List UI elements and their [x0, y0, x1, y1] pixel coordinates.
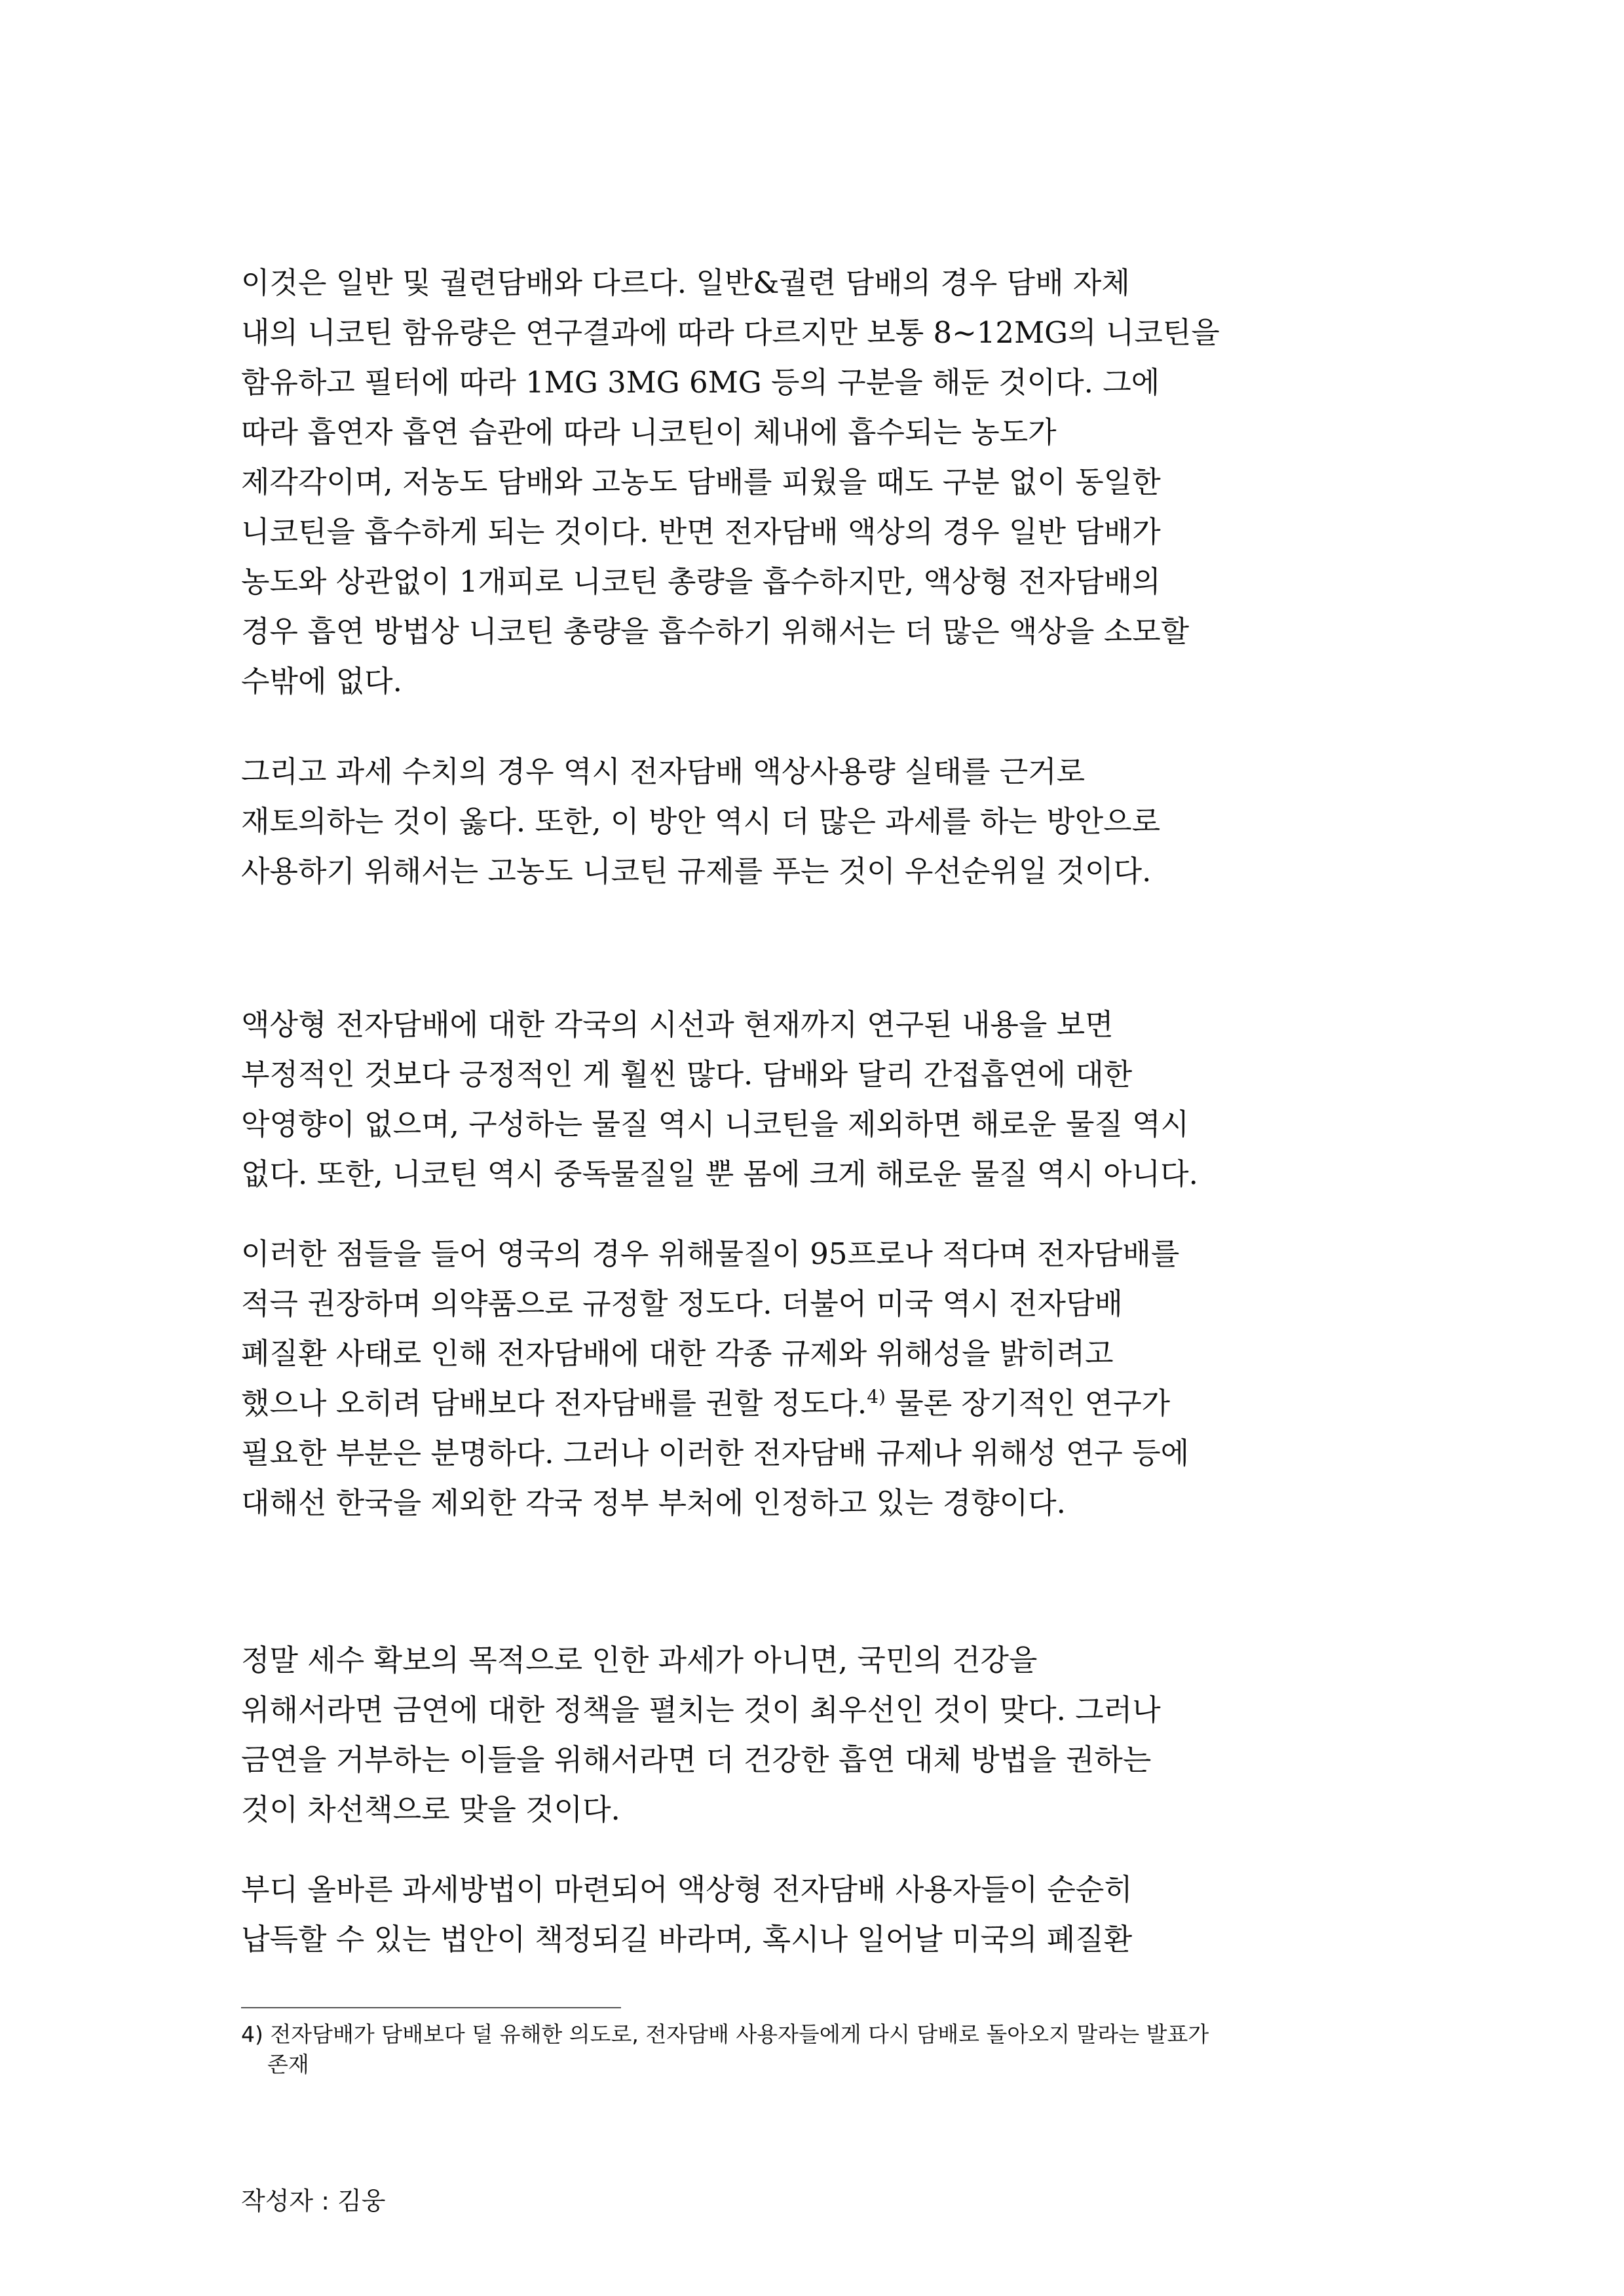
text-line: 악영향이 없으며, 구성하는 물질 역시 니코틴을 제외하면 해로운 물질 역시 [241, 1107, 1190, 1141]
text-line: 니코틴을 흡수하게 되는 것이다. 반면 전자담배 액상의 경우 일반 담배가 [241, 514, 1161, 549]
text-fragment: 했으나 오히려 담배보다 전자담배를 권할 정도다. [241, 1386, 867, 1421]
text-line: 그리고 과세 수치의 경우 역시 전자담배 액상사용량 실태를 근거로 [241, 754, 1086, 789]
text-line: 사용하기 위해서는 고농도 니코틴 규제를 푸는 것이 우선순위일 것이다. [241, 854, 1152, 889]
text-line: 정말 세수 확보의 목적으로 인한 과세가 아니면, 국민의 건강을 [241, 1643, 1038, 1677]
text-line: 이러한 점들을 들어 영국의 경우 위해물질이 95프로나 적다며 전자담배를 [241, 1236, 1180, 1271]
text-line: 위해서라면 금연에 대한 정책을 펼치는 것이 최우선인 것이 맞다. 그러나 [241, 1693, 1161, 1727]
text-line-with-footnote [241, 1379, 1407, 1428]
text-line: 적극 권장하며 의약품으로 규정할 정도다. 더불어 미국 역시 전자담배 [241, 1286, 1123, 1321]
text-line: 금연을 거부하는 이들을 위해서라면 더 건강한 흡연 대체 방법을 권하는 [241, 1742, 1152, 1777]
text-line: 대해선 한국을 제외한 각국 정부 부처에 인정하고 있는 경향이다. [241, 1485, 1066, 1520]
text-line: 부디 올바른 과세방법이 마련되어 액상형 전자담배 사용자들이 순순히 [241, 1872, 1133, 1907]
text-line: 것이 차선책으로 맞을 것이다. [241, 1792, 620, 1827]
text-line: 없다. 또한, 니코틴 역시 중독물질일 뿐 몸에 크게 해로운 물질 역시 아니다. [241, 1157, 1198, 1191]
text-line: 부정적인 것보다 긍정적인 게 훨씬 많다. 담배와 달리 간접흡연에 대한 [241, 1057, 1133, 1092]
footnote-ref[interactable]: 4) [867, 1386, 886, 1407]
paragraph-6 [241, 1865, 1407, 1964]
text-line: 이것은 일반 및 궐련담배와 다르다. 일반&궐련 담배의 경우 담배 자체 [241, 265, 1130, 300]
text-line: 수밖에 없다. [241, 664, 402, 698]
author-credit: 작성자 : 김웅 [241, 2187, 386, 2215]
footnote-line: 4) 전자담배가 담배보다 덜 유해한 의도로, 전자담배 사용자들에게 다시 담배로 돌아오지 말라는 발표가 [241, 2021, 1209, 2047]
text-line: 함유하고 필터에 따라 1MG 3MG 6MG 등의 구분을 해둔 것이다. 그에 [241, 365, 1160, 400]
footnote-divider [241, 2007, 621, 2008]
text-fragment: 물론 장기적인 연구가 [885, 1386, 1171, 1421]
text-line: 폐질환 사태로 인해 전자담배에 대한 각종 규제와 위해성을 밝히려고 [241, 1336, 1114, 1371]
text-line: 액상형 전자담배에 대한 각국의 시선과 현재까지 연구된 내용을 보면 [241, 1007, 1114, 1042]
paragraph-1 [241, 258, 1407, 706]
paragraph-3 [241, 1000, 1407, 1199]
text-line: 농도와 상관없이 1개피로 니코틴 총량을 흡수하지만, 액상형 전자담배의 [241, 564, 1161, 599]
text-line: 따라 흡연자 흡연 습관에 따라 니코틴이 체내에 흡수되는 농도가 [241, 415, 1057, 450]
text-line: 재토의하는 것이 옳다. 또한, 이 방안 역시 더 많은 과세를 하는 방안으로 [241, 804, 1161, 839]
paragraph-5 [241, 1636, 1407, 1835]
text-line: 경우 흡연 방법상 니코틴 총량을 흡수하기 위해서는 더 많은 액상을 소모할 [241, 614, 1190, 649]
footnote-line: 존재 [267, 2052, 309, 2077]
paragraph-2 [241, 747, 1407, 896]
text-line: 제각각이며, 저농도 담배와 고농도 담배를 피웠을 때도 구분 없이 동일한 [241, 465, 1161, 499]
footnote [241, 2019, 1414, 2080]
text-line: 납득할 수 있는 법안이 책정되길 바라며, 혹시나 일어날 미국의 폐질환 [241, 1922, 1133, 1957]
text-line: 내의 니코틴 함유량은 연구결과에 따라 다르지만 보통 8~12MG의 니코틴을 [241, 315, 1220, 350]
text-line: 필요한 부분은 분명하다. 그러나 이러한 전자담배 규제나 위해성 연구 등에 [241, 1436, 1190, 1470]
paragraph-4 [241, 1229, 1407, 1528]
